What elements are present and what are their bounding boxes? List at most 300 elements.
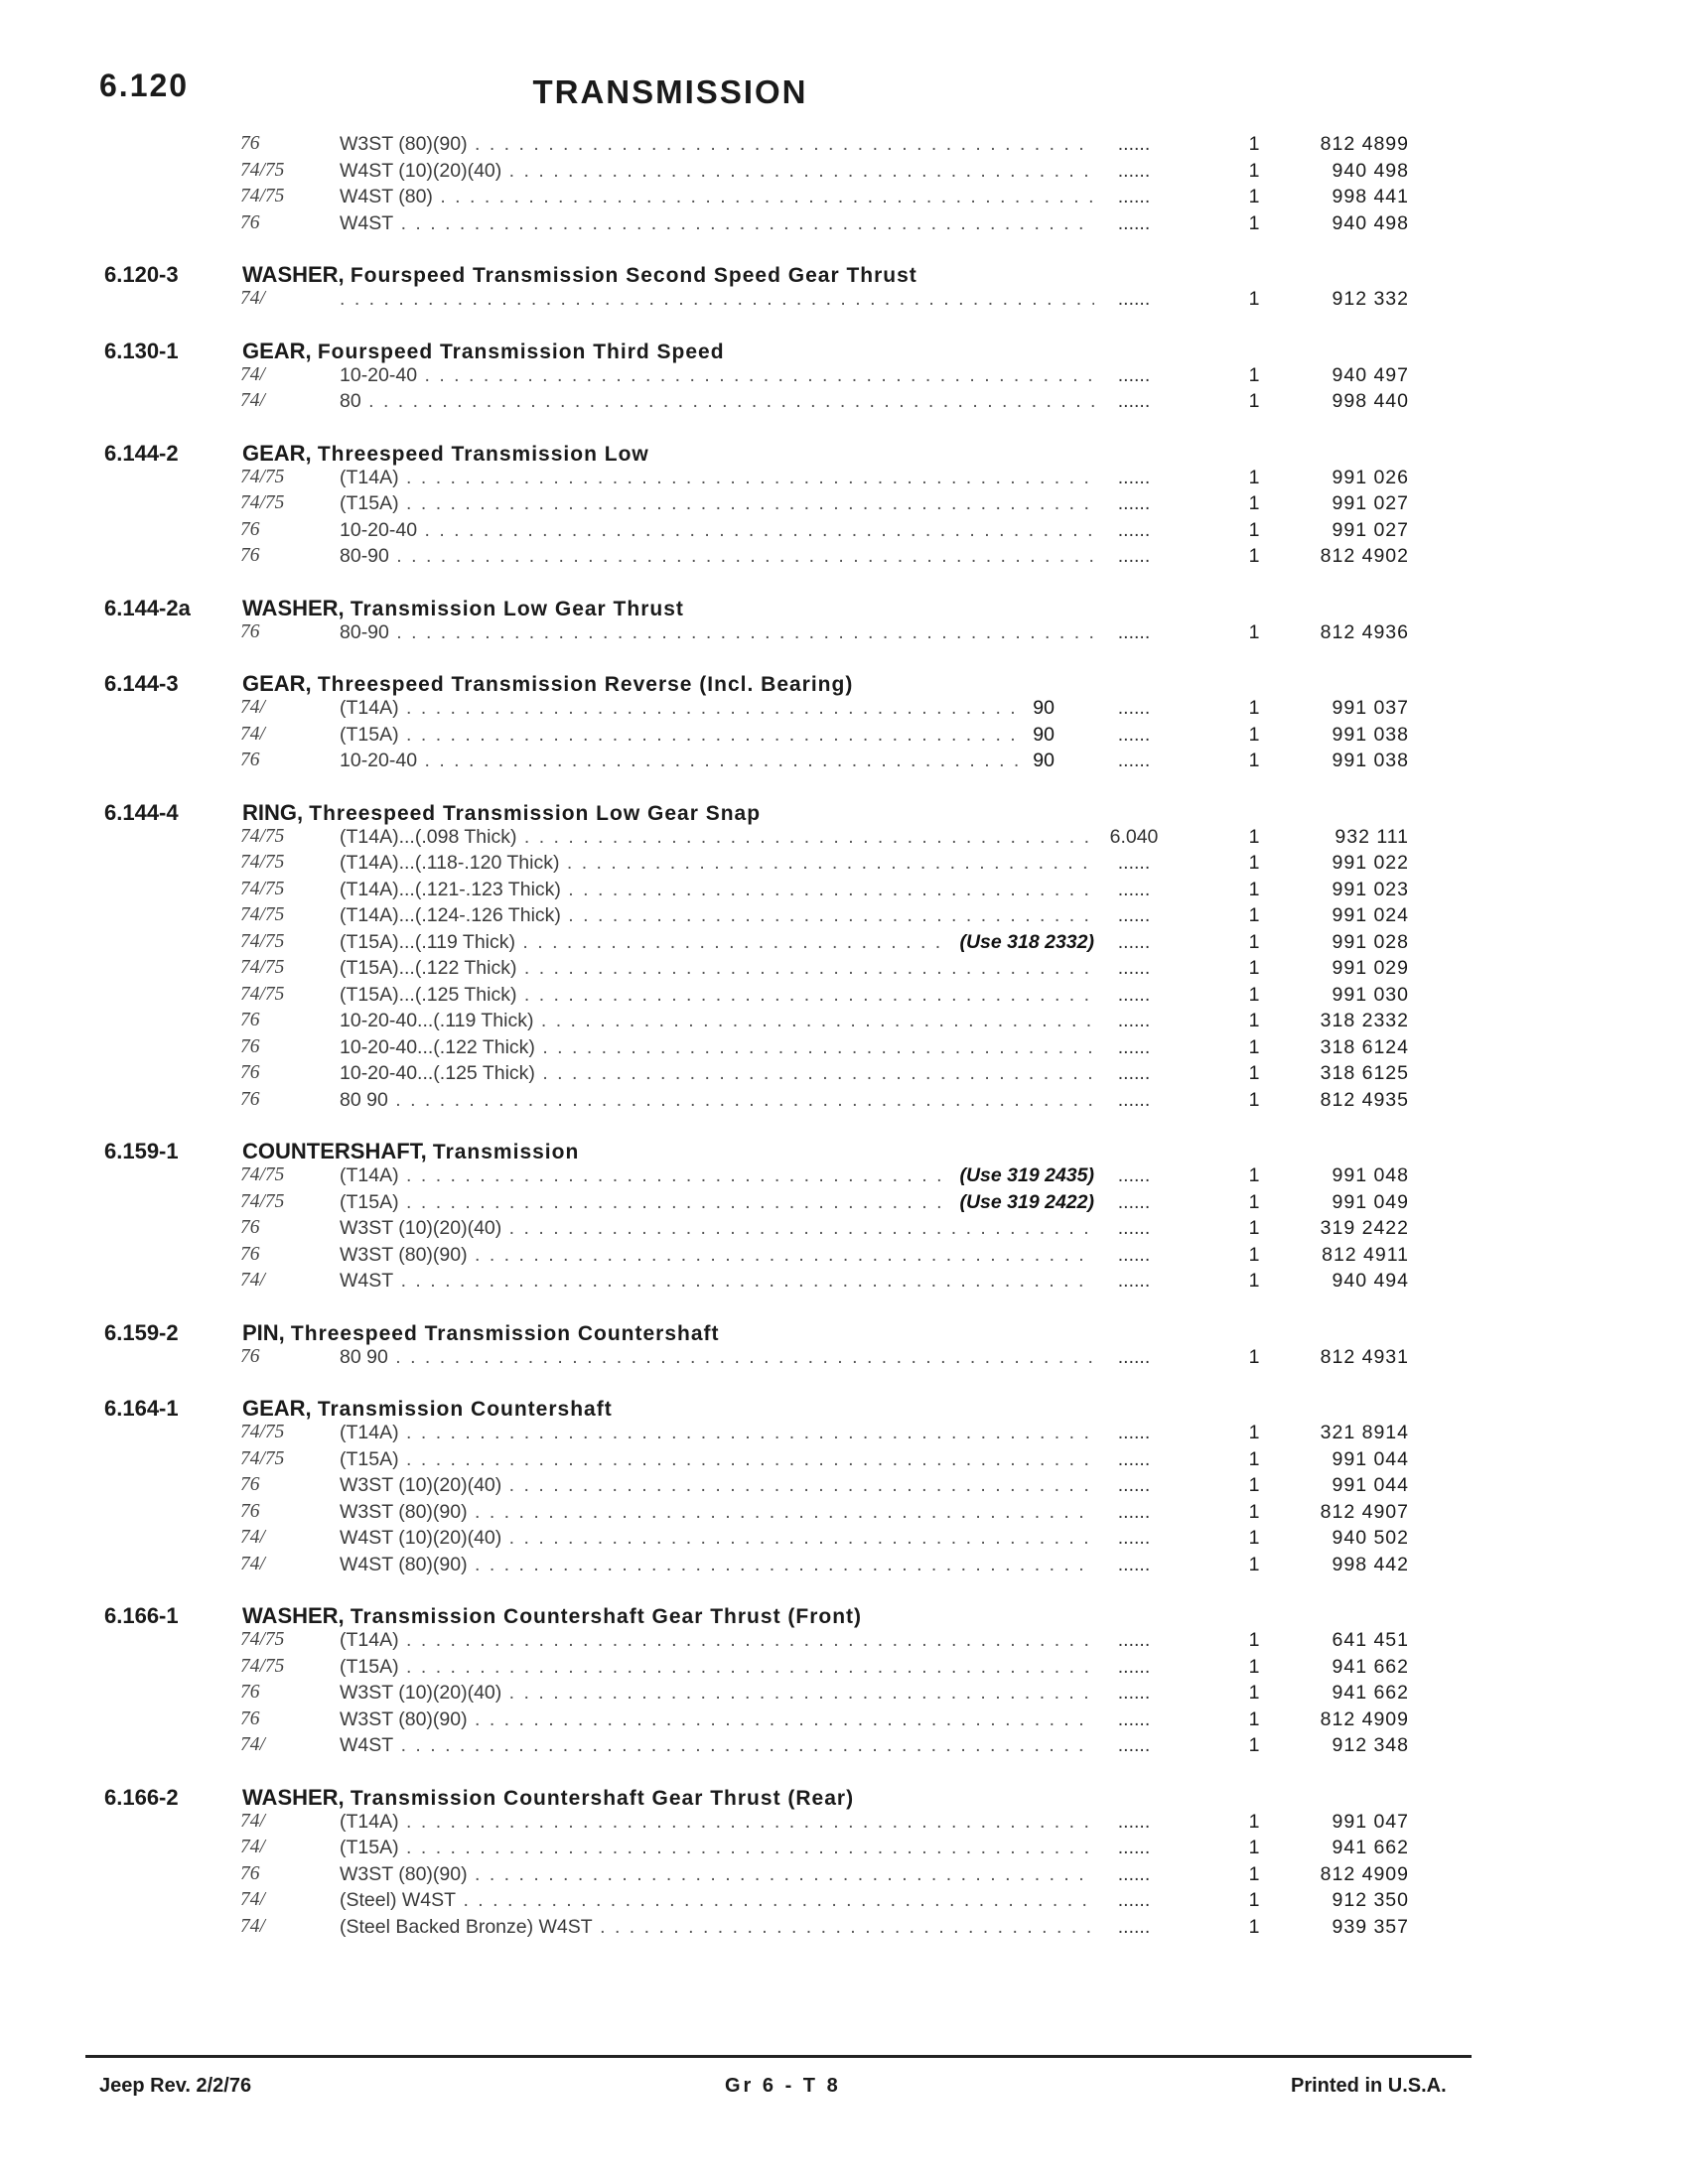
part-row [0,390,1688,417]
quantity: 1 [1248,1734,1260,1756]
model-years: 76 [240,1243,260,1265]
model-years: 76 [240,1217,260,1238]
footer-divider [85,2055,1472,2058]
model-years: 74/ [240,1810,265,1832]
quantity: 1 [1248,1243,1260,1266]
model-years: 74/75 [240,930,285,952]
part-description [340,697,1055,720]
part-number: 991 027 [1332,518,1409,541]
part-description-text: W3ST (10)(20)(40) [340,1217,502,1239]
model-years: 76 [240,1035,260,1057]
part-description [340,1734,1094,1757]
group-title [242,671,853,697]
quantity: 1 [1248,1500,1260,1523]
quantity: 1 [1248,1837,1260,1858]
quantity: 1 [1248,1889,1260,1911]
group-part-name: WASHER, [242,262,345,287]
model-years: 74/ [240,1837,265,1857]
group-heading [0,1394,1688,1422]
part-description [340,1554,1094,1576]
footer-printed: Printed in U.S.A. [1291,2075,1447,2097]
part-row [0,852,1688,879]
part-number: 940 498 [1332,211,1409,234]
quantity: 1 [1248,1527,1260,1549]
part-description [340,879,1094,901]
model-years: 74/75 [240,878,285,899]
quantity: 1 [1248,1915,1260,1938]
part-number: 812 4902 [1320,545,1409,567]
part-group [0,594,1688,648]
group-description: Threespeed Transmission Reverse (Incl. Bearing) [317,673,854,696]
part-row [0,364,1688,391]
section-ref: ...... [1117,1447,1151,1470]
part-description [340,467,1094,489]
part-description-text: W3ST (80)(90) [340,133,468,155]
part-description-text: W3ST (80)(90) [340,1862,468,1885]
footer-group-code: Gr 6 - T 8 [725,2075,841,2097]
section-ref: ...... [1117,1422,1151,1443]
part-description-text: (T14A) [340,466,399,488]
part-description [340,1422,1094,1444]
group-heading [0,669,1688,697]
part-description [340,1474,1094,1497]
section-ref: ...... [1117,211,1151,234]
model-years: 74/ [240,1553,265,1574]
model-years: 74/75 [240,1190,285,1212]
group-description: Transmission Countershaft [317,1398,613,1421]
group-title [242,1396,613,1422]
part-group [0,1394,1688,1579]
part-description [340,1062,1094,1085]
part-description [340,724,1055,747]
model-years: 74/75 [240,466,285,487]
model-years: 76 [240,1062,260,1083]
part-row [0,133,1688,160]
part-description-text: (T14A) [340,1164,399,1186]
model-years: 74/ [240,1889,265,1910]
part-number: 932 111 [1335,825,1409,848]
quantity: 1 [1248,620,1260,643]
part-description-text: W4ST [340,1734,394,1756]
model-years: 76 [240,133,260,154]
section-ref: ...... [1117,466,1151,488]
group-title [242,1785,854,1811]
section-ref: ...... [1117,697,1151,719]
part-row [0,186,1688,212]
section-ref: ...... [1117,1062,1151,1084]
part-number: 318 6125 [1320,1062,1409,1084]
model-years: 74/75 [240,825,285,847]
part-description-text: 10-20-40...(.122 Thick) [340,1035,535,1058]
group-heading [0,798,1688,826]
quantity: 1 [1248,288,1260,310]
section-ref: ...... [1117,1682,1151,1704]
part-description-text: 80 [340,390,361,412]
part-description [340,1448,1094,1471]
part-row [0,1422,1688,1448]
part-description-text: W4ST (10)(20)(40) [340,159,502,182]
section-ref: ...... [1117,983,1151,1006]
section-ref: ...... [1117,1915,1151,1938]
part-row [0,957,1688,984]
part-description [340,1916,1094,1939]
section-ref: ...... [1117,288,1151,310]
quantity: 1 [1248,957,1260,979]
part-row [0,1217,1688,1244]
section-ref: ...... [1117,1243,1151,1266]
part-number: 941 662 [1332,1682,1409,1704]
group-part-name: GEAR, [242,671,312,696]
part-row [0,984,1688,1011]
part-number: 998 442 [1332,1553,1409,1575]
part-description [340,1270,1094,1293]
part-row [0,545,1688,572]
model-years: 74/75 [240,186,285,206]
group-number: 6.166-1 [104,1603,179,1628]
part-description [340,1501,1094,1524]
supersede-note: 90 [1025,750,1055,772]
group-heading [0,594,1688,621]
part-description [340,750,1055,772]
part-group [0,133,1688,238]
model-years: 76 [240,518,260,540]
part-number: 812 4936 [1320,620,1409,643]
section-ref: ...... [1117,1862,1151,1885]
part-row [0,1863,1688,1890]
part-description [340,1708,1094,1731]
part-description-text: (T15A)...(.119 Thick) [340,930,515,953]
part-description-text: W3ST (10)(20)(40) [340,1682,502,1704]
section-ref: ...... [1117,1553,1151,1575]
part-description-text: (T15A) [340,492,399,514]
part-description [340,1889,1094,1912]
group-description: Transmission Countershaft Gear Thrust (Front) [350,1605,863,1628]
section-ref: ...... [1117,620,1151,643]
quantity: 1 [1248,1862,1260,1885]
parts-list [0,133,1688,1942]
model-years: 76 [240,1474,260,1495]
part-group [0,1783,1688,1943]
group-part-name: GEAR, [242,440,312,466]
model-years: 74/75 [240,159,285,181]
part-description [340,1244,1094,1267]
part-number: 998 441 [1332,186,1409,207]
group-description: Transmission [432,1141,580,1163]
group-number: 6.159-2 [104,1319,179,1345]
section-ref: ...... [1117,957,1151,979]
section-ref: ...... [1117,878,1151,900]
part-number: 991 029 [1332,957,1409,979]
part-description-text: W3ST (80)(90) [340,1243,468,1266]
part-number: 321 8914 [1320,1422,1409,1443]
part-group [0,798,1688,1116]
part-description-text: (T14A) [340,1629,399,1651]
part-row [0,467,1688,493]
model-years: 74/ [240,1734,265,1755]
section-ref: ...... [1117,1629,1151,1651]
part-number: 941 662 [1332,1655,1409,1678]
quantity: 1 [1248,1345,1260,1368]
quantity: 1 [1248,852,1260,874]
quantity: 1 [1248,904,1260,926]
model-years: 74/ [240,288,265,309]
model-years: 74/ [240,390,265,411]
part-description-text: (T15A) [340,723,399,746]
part-description [340,931,1094,954]
part-description [340,904,1094,927]
part-number: 912 348 [1332,1734,1409,1756]
part-number: 912 332 [1332,288,1409,310]
part-description-text: (T15A) [340,1837,399,1858]
part-number: 318 2332 [1320,1010,1409,1031]
group-heading [0,1783,1688,1811]
part-row [0,1734,1688,1761]
quantity: 1 [1248,1190,1260,1213]
quantity: 1 [1248,1553,1260,1575]
part-number: 812 4911 [1322,1243,1409,1266]
part-row [0,750,1688,776]
quantity: 1 [1248,1810,1260,1833]
part-row [0,1270,1688,1297]
part-row [0,1629,1688,1656]
section-ref: ...... [1117,492,1151,514]
part-number: 812 4909 [1320,1862,1409,1885]
part-number: 318 6124 [1320,1035,1409,1058]
section-ref: ...... [1117,1270,1151,1292]
section-ref: ...... [1117,1734,1151,1756]
part-description-text: (T14A)...(.124-.126 Thick) [340,904,561,926]
model-years: 76 [240,1088,260,1110]
section-ref: ...... [1117,1088,1151,1111]
part-description-text: 80 90 [340,1345,388,1368]
model-years: 74/75 [240,983,285,1005]
section-ref: ...... [1117,1010,1151,1031]
section-ref: ...... [1117,1345,1151,1368]
part-number: 940 498 [1332,159,1409,182]
part-description [340,984,1094,1007]
part-description-text: (T15A)...(.125 Thick) [340,983,517,1006]
group-heading [0,439,1688,467]
model-years: 74/75 [240,1655,285,1677]
part-number: 991 048 [1332,1164,1409,1186]
part-description [340,1629,1094,1652]
part-number: 912 350 [1332,1889,1409,1911]
part-group [0,669,1688,776]
quantity: 1 [1248,492,1260,514]
quantity: 1 [1248,186,1260,207]
part-row [0,1708,1688,1735]
group-heading [0,1601,1688,1629]
group-description: Threespeed Transmission Low [317,442,649,466]
quantity: 1 [1248,211,1260,234]
part-row [0,1089,1688,1116]
part-description [340,1191,1094,1214]
section-ref: ...... [1117,1810,1151,1833]
model-years: 76 [240,750,260,770]
part-description-text: W3ST (80)(90) [340,1500,468,1523]
part-row [0,1554,1688,1580]
part-row [0,1682,1688,1708]
part-row [0,697,1688,724]
group-title [242,262,917,288]
group-number: 6.130-1 [104,338,179,363]
footer-revision: Jeep Rev. 2/2/76 [99,2075,252,2097]
section-ref: 6.040 [1109,825,1159,848]
quantity: 1 [1248,983,1260,1006]
section-ref: ...... [1117,1474,1151,1496]
model-years: 76 [240,1345,260,1367]
section-ref: ...... [1117,1527,1151,1549]
quantity: 1 [1248,133,1260,155]
model-years: 74/ [240,723,265,745]
section-ref: ...... [1117,518,1151,541]
part-row [0,1837,1688,1863]
part-description-text: (T14A) [340,697,399,719]
part-description-text: 80-90 [340,545,389,567]
part-description-text: (T14A) [340,1422,399,1443]
quantity: 1 [1248,878,1260,900]
section-ref: ...... [1117,545,1151,567]
part-description [340,492,1094,515]
part-number: 991 023 [1332,878,1409,900]
group-part-name: WASHER, [242,595,345,620]
part-number: 991 024 [1332,904,1409,926]
quantity: 1 [1248,1088,1260,1111]
quantity: 1 [1248,1474,1260,1496]
part-number: 991 028 [1332,930,1409,953]
group-part-name: GEAR, [242,338,312,363]
part-row [0,1062,1688,1089]
part-group [0,1601,1688,1761]
supersede-note: 90 [1025,724,1055,747]
part-description-text: (Steel) W4ST [340,1889,457,1911]
part-row [0,288,1688,315]
part-description [340,390,1094,413]
group-number: 6.144-4 [104,799,179,825]
group-description: Fourspeed Transmission Second Speed Gear Thrust [350,264,917,287]
part-group [0,439,1688,572]
model-years: 74/ [240,1527,265,1548]
part-description [340,1656,1094,1679]
part-row [0,724,1688,751]
part-row [0,1244,1688,1271]
part-row [0,1010,1688,1036]
section-ref: ...... [1117,1707,1151,1730]
model-years: 74/75 [240,957,285,978]
group-description: Transmission Low Gear Thrust [350,597,684,620]
model-years: 74/ [240,697,265,718]
group-number: 6.120-3 [104,262,179,287]
part-description-text: 10-20-40 [340,363,418,386]
group-number: 6.144-3 [104,671,179,696]
part-number: 812 4931 [1320,1345,1409,1368]
part-description-text: (Steel Backed Bronze) W4ST [340,1915,593,1938]
supersede-note: (Use 318 2332) [951,931,1094,954]
section-ref: ...... [1117,1035,1151,1058]
section-ref: ...... [1117,723,1151,746]
section-ref: ...... [1117,186,1151,207]
part-number: 319 2422 [1320,1217,1409,1239]
part-description [340,1089,1094,1112]
part-group [0,337,1688,417]
part-row [0,519,1688,546]
group-title [242,800,761,826]
part-number: 991 038 [1332,723,1409,746]
part-row [0,1889,1688,1916]
quantity: 1 [1248,159,1260,182]
part-group [0,260,1688,315]
page-title: TRANSMISSION [532,73,808,110]
section-ref: ...... [1117,852,1151,874]
group-number: 6.166-2 [104,1784,179,1810]
section-ref: ...... [1117,1837,1151,1858]
model-years: 76 [240,1707,260,1729]
part-row [0,826,1688,853]
quantity: 1 [1248,723,1260,746]
part-description-text: 10-20-40 [340,518,418,541]
group-heading [0,1137,1688,1164]
group-part-name: GEAR, [242,1396,312,1421]
part-description [340,160,1094,183]
part-description-text: (T14A) [340,1810,399,1833]
part-number: 812 4899 [1320,133,1409,155]
part-row [0,1346,1688,1373]
page-number: 6.120 [99,68,190,103]
part-description [340,621,1094,644]
part-row [0,931,1688,958]
part-description-text: 10-20-40 [340,750,418,771]
group-title [242,1320,720,1346]
part-number: 991 030 [1332,983,1409,1006]
part-number: 998 440 [1332,390,1409,412]
section-ref: ...... [1117,1655,1151,1678]
part-description-text: 80-90 [340,620,389,643]
part-row [0,492,1688,519]
part-row [0,1448,1688,1475]
supersede-note: (Use 319 2422) [951,1191,1094,1214]
part-description [340,186,1094,208]
model-years: 76 [240,1682,260,1703]
part-number: 991 044 [1332,1474,1409,1496]
group-part-name: WASHER, [242,1603,345,1628]
group-description: Threespeed Transmission Countershaft [290,1321,720,1345]
part-description [340,1837,1094,1859]
part-row [0,879,1688,905]
part-row [0,1501,1688,1528]
model-years: 74/75 [240,904,285,925]
part-number: 991 038 [1332,750,1409,771]
part-number: 939 357 [1332,1915,1409,1938]
section-ref: ...... [1117,1164,1151,1186]
model-years: 76 [240,1500,260,1522]
part-description-text: (T15A) [340,1447,399,1470]
quantity: 1 [1248,1422,1260,1443]
part-description-text: W4ST [340,211,394,234]
part-number: 941 662 [1332,1837,1409,1858]
part-number: 812 4907 [1320,1500,1409,1523]
part-row [0,621,1688,648]
part-description-text: 10-20-40...(.125 Thick) [340,1062,535,1084]
part-description-text: (T14A)...(.118-.120 Thick) [340,852,560,874]
part-row [0,212,1688,239]
section-ref: ...... [1117,904,1151,926]
part-number: 991 049 [1332,1190,1409,1213]
part-row [0,1811,1688,1838]
quantity: 1 [1248,697,1260,719]
model-years: 74/75 [240,1629,285,1650]
quantity: 1 [1248,1655,1260,1678]
part-description-text: 80 90 [340,1088,388,1111]
